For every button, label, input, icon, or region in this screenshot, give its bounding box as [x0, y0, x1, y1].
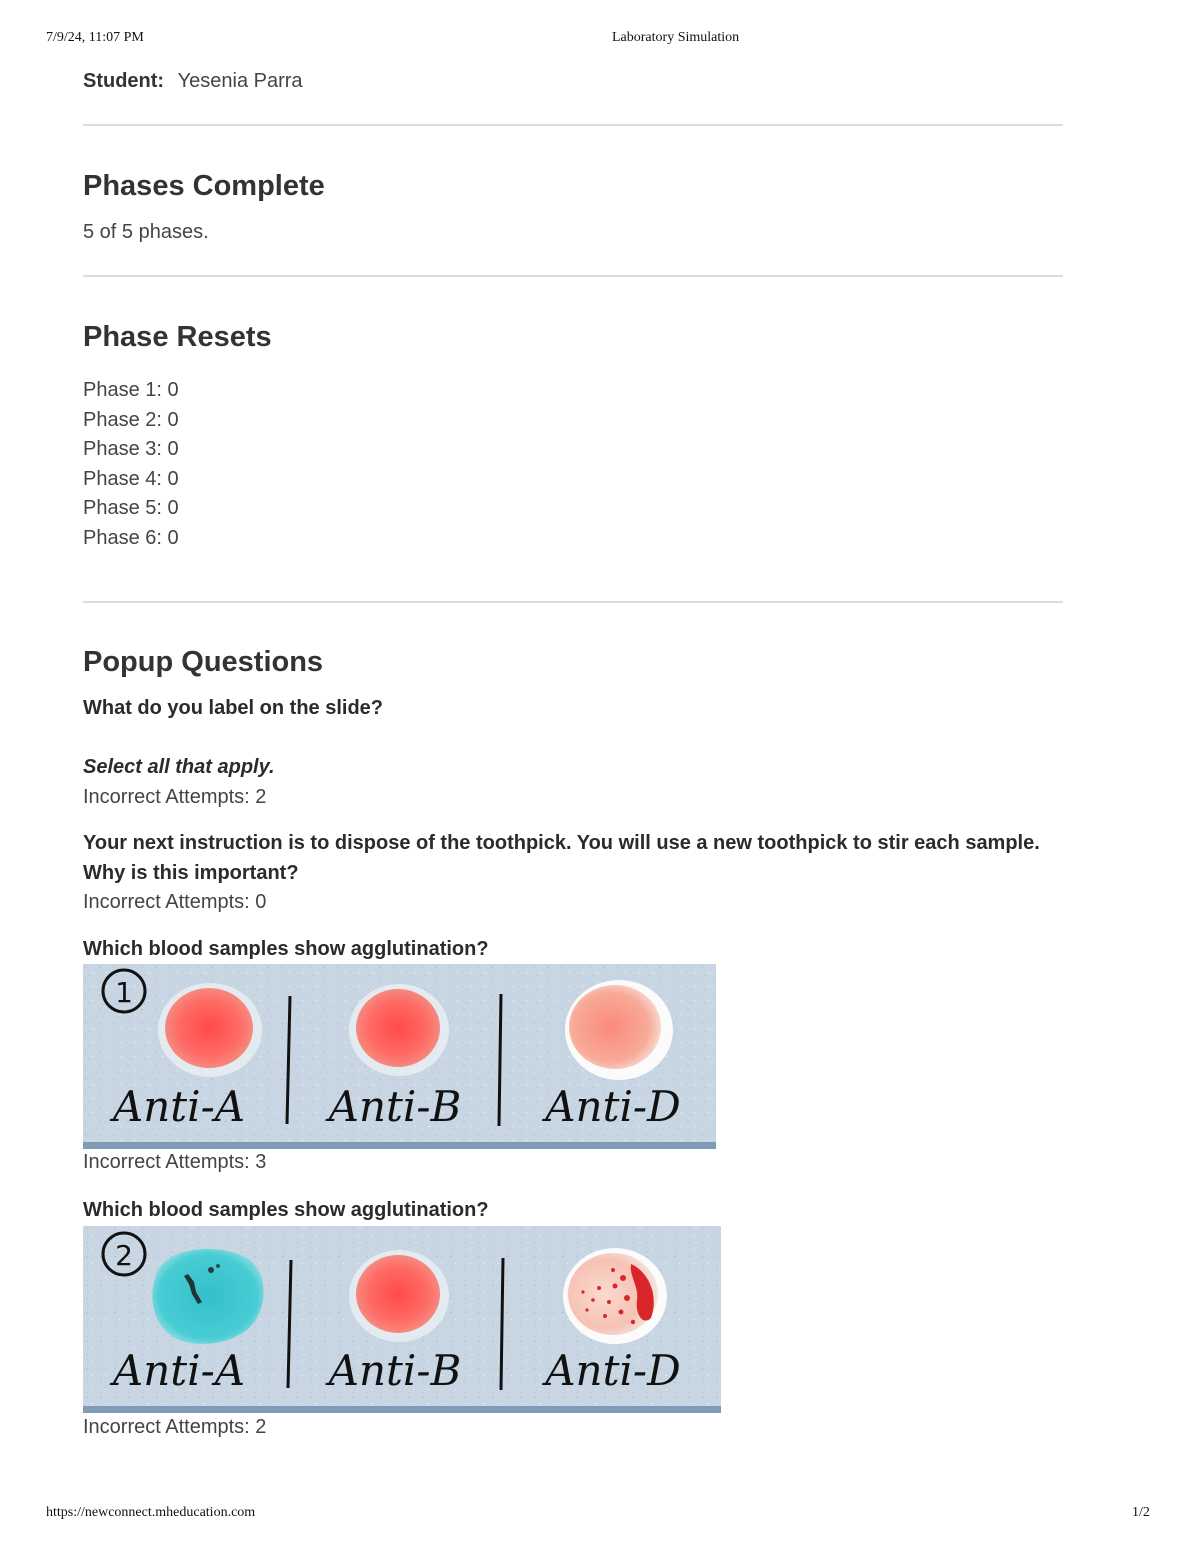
blood-sample-drop — [165, 988, 253, 1068]
divider — [83, 124, 1063, 126]
slide-edge — [83, 1142, 716, 1149]
print-url: https://newconnect.mheducation.com — [46, 1505, 256, 1520]
blood-typing-slide-2 — [83, 1226, 721, 1413]
phase-reset-item: Phase 1: 0 — [83, 379, 179, 401]
phase-resets-heading: Phase Resets — [83, 321, 272, 353]
print-page-title: Laboratory Simulation — [612, 30, 740, 45]
print-page-number: 1/2 — [1132, 1505, 1150, 1520]
phases-complete-text: 5 of 5 phases. — [83, 221, 209, 243]
slide-edge — [83, 1406, 721, 1413]
phases-complete-heading: Phases Complete — [83, 170, 325, 202]
question-instruction: Select all that apply. — [83, 756, 275, 778]
print-footer — [0, 1505, 1200, 1525]
well-anti-a — [158, 983, 262, 1077]
student-label: Student: — [83, 70, 165, 92]
blood-sample-drop — [569, 985, 661, 1069]
print-datetime: 7/9/24, 11:07 PM — [46, 30, 144, 45]
question-text: Your next instruction is to dispose of the toothpick. You will use a new toothpick to stir each sample. Why is this important? — [83, 832, 1040, 884]
question-text: Which blood samples show agglutination? — [83, 1199, 489, 1221]
well-anti-b — [349, 984, 449, 1076]
question-text: What do you label on the slide? — [83, 697, 384, 719]
well-separator — [499, 994, 501, 1126]
divider — [83, 601, 1063, 603]
student-line — [83, 70, 303, 93]
well-anti-a — [152, 1249, 263, 1344]
well-label: Anti-D — [545, 1346, 681, 1395]
well-separator — [501, 1258, 503, 1390]
question-text: Which blood samples show agglutination? — [83, 938, 489, 960]
phase-reset-item: Phase 5: 0 — [83, 497, 179, 519]
well-label: Anti-B — [328, 1082, 462, 1131]
divider — [83, 275, 1063, 277]
print-header — [0, 30, 1200, 50]
well-label: Anti-A — [112, 1346, 246, 1395]
popup-questions-heading: Popup Questions — [83, 646, 324, 678]
slide-number: 2 — [115, 1239, 133, 1272]
slide-number: 1 — [115, 976, 133, 1009]
blood-sample-drop — [356, 1255, 440, 1333]
phase-resets-list — [83, 376, 179, 553]
phase-reset-item: Phase 6: 0 — [83, 526, 179, 549]
phase-reset-item: Phase 2: 0 — [83, 408, 179, 431]
well-label: Anti-B — [328, 1346, 462, 1395]
well-anti-d — [563, 1248, 667, 1344]
well-label: Anti-A — [112, 1082, 246, 1131]
student-name: Yesenia Parra — [177, 70, 303, 92]
incorrect-attempts: Incorrect Attempts: 0 — [83, 891, 267, 913]
well-label: Anti-D — [545, 1082, 681, 1131]
incorrect-attempts: Incorrect Attempts: 2 — [83, 786, 267, 808]
blood-sample-drop — [152, 1249, 263, 1344]
blood-typing-slide-1 — [83, 964, 716, 1149]
phase-reset-item: Phase 4: 0 — [83, 467, 179, 490]
incorrect-attempts: Incorrect Attempts: 3 — [83, 1151, 267, 1173]
well-anti-d — [565, 980, 673, 1080]
well-anti-b — [349, 1250, 449, 1342]
incorrect-attempts: Incorrect Attempts: 2 — [83, 1416, 267, 1438]
phase-reset-item: Phase 3: 0 — [83, 438, 179, 460]
blood-sample-drop — [356, 989, 440, 1067]
